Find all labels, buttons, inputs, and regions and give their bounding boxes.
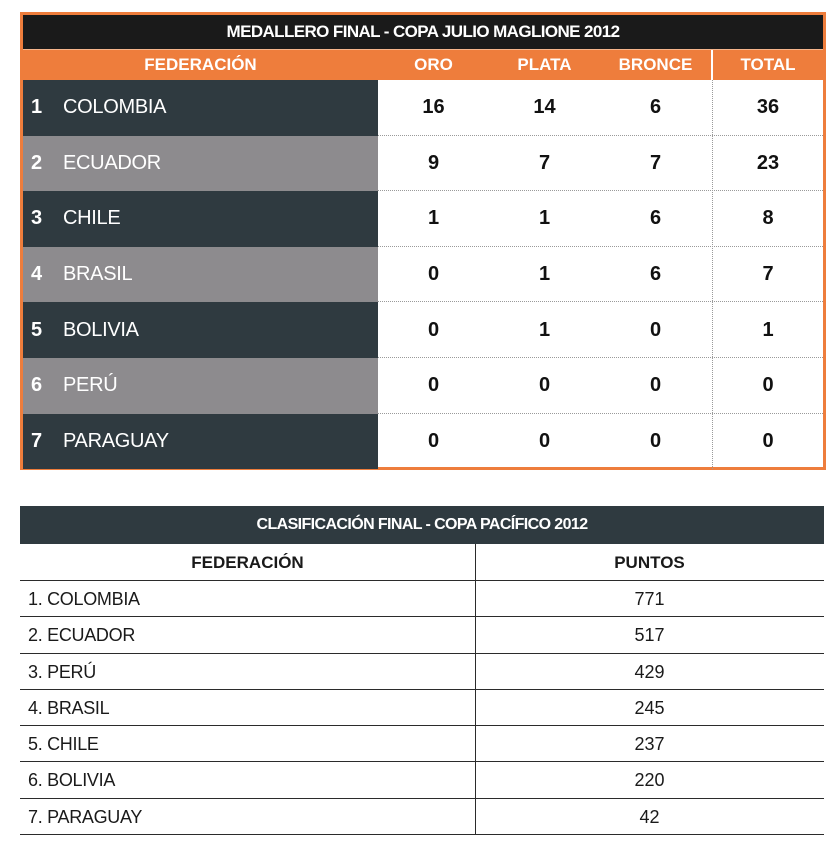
federation-name: 3. PERÚ: [28, 661, 96, 682]
federation-name: 1. COLOMBIA: [28, 589, 140, 609]
federation-name: BRASIL: [63, 263, 133, 286]
header-total: TOTAL: [740, 55, 796, 74]
gold-count: 0: [427, 263, 440, 286]
rank: 5: [31, 318, 43, 341]
silver-count: 14: [533, 96, 556, 119]
header-puntos: PUNTOS: [614, 553, 685, 572]
gold-count: 9: [427, 151, 440, 174]
gold-count: 0: [427, 374, 440, 397]
federation-cell: [23, 80, 378, 136]
rank: 1: [31, 96, 43, 119]
federation-name: 6. BOLIVIA: [28, 770, 116, 791]
bronze-count: 0: [649, 318, 662, 341]
table-row: [23, 80, 823, 136]
total-count: 7: [762, 263, 774, 286]
bronze-count: 6: [649, 263, 662, 286]
federation-name: CHILE: [63, 207, 121, 230]
points-value: 245: [634, 697, 665, 718]
header-oro: ORO: [414, 55, 453, 74]
silver-count: 1: [538, 207, 551, 230]
medal-table-title: MEDALLERO FINAL - COPA JULIO MAGLIONE 2012: [23, 15, 823, 49]
rank: 6: [31, 374, 43, 397]
bronze-count: 7: [649, 151, 662, 174]
table-row: [20, 581, 824, 617]
gold-count: 1: [427, 207, 440, 230]
medal-table: [20, 12, 826, 470]
federation-name: 7. PARAGUAY: [28, 806, 143, 827]
rank: 2: [31, 151, 43, 174]
bronze-count: 6: [649, 96, 662, 119]
federation-name: 4. BRASIL: [28, 697, 110, 718]
table-row: [23, 414, 823, 470]
silver-count: 7: [538, 151, 551, 174]
points-value: 237: [634, 734, 665, 755]
points-value: 771: [634, 589, 665, 609]
medal-table-body: [23, 80, 823, 469]
points-value: 429: [634, 661, 665, 682]
total-count: 0: [762, 429, 774, 452]
ranking-table-header: [20, 544, 824, 581]
total-count: 1: [762, 318, 774, 341]
header-bronce: BRONCE: [618, 55, 693, 74]
federation-name: 5. CHILE: [28, 734, 99, 755]
federation-name: PARAGUAY: [63, 429, 169, 452]
table-row: [20, 762, 824, 798]
federation-name: BOLIVIA: [63, 318, 139, 341]
table-row: [23, 247, 823, 303]
table-row: [23, 358, 823, 414]
bronze-count: 0: [649, 374, 662, 397]
header-plata: PLATA: [517, 55, 572, 74]
silver-count: 1: [538, 318, 551, 341]
federation-name: COLOMBIA: [63, 96, 167, 119]
table-row: [20, 690, 824, 726]
rank: 3: [31, 207, 43, 230]
total-count: 8: [762, 207, 774, 230]
bronze-count: 6: [649, 207, 662, 230]
total-count: 36: [756, 96, 780, 119]
total-count: 0: [762, 374, 774, 397]
silver-count: 0: [538, 374, 551, 397]
medal-table-header: [23, 49, 823, 80]
points-value: 220: [634, 770, 665, 791]
points-value: 42: [639, 806, 660, 827]
federation-name: 2. ECUADOR: [28, 625, 136, 646]
gold-count: 16: [422, 96, 445, 119]
federation-name: PERÚ: [63, 374, 118, 397]
federation-cell: [23, 191, 378, 247]
table-row: [23, 191, 823, 247]
table-row: [23, 302, 823, 358]
federation-name: ECUADOR: [63, 151, 161, 174]
federation-cell: [23, 414, 378, 470]
silver-count: 0: [538, 429, 551, 452]
federation-cell: [23, 302, 378, 358]
gold-count: 0: [427, 318, 440, 341]
points-value: 517: [634, 625, 665, 646]
silver-count: 1: [538, 263, 551, 286]
rank: 4: [31, 263, 43, 286]
federation-cell: [23, 358, 378, 414]
header-federacion: FEDERACIÓN: [191, 553, 304, 572]
total-count: 23: [756, 151, 780, 174]
federation-cell: [23, 247, 378, 303]
gold-count: 0: [427, 429, 440, 452]
federation-cell: [23, 136, 378, 192]
bronze-count: 0: [649, 429, 662, 452]
table-row: [20, 799, 824, 835]
table-row: [23, 136, 823, 192]
rank: 7: [31, 429, 43, 452]
ranking-table-title: CLASIFICACIÓN FINAL - COPA PACÍFICO 2012: [20, 506, 824, 544]
header-federacion: FEDERACIÓN: [144, 55, 257, 74]
table-row: [20, 617, 824, 653]
table-row: [20, 726, 824, 762]
ranking-table: [20, 506, 824, 835]
table-row: [20, 654, 824, 690]
